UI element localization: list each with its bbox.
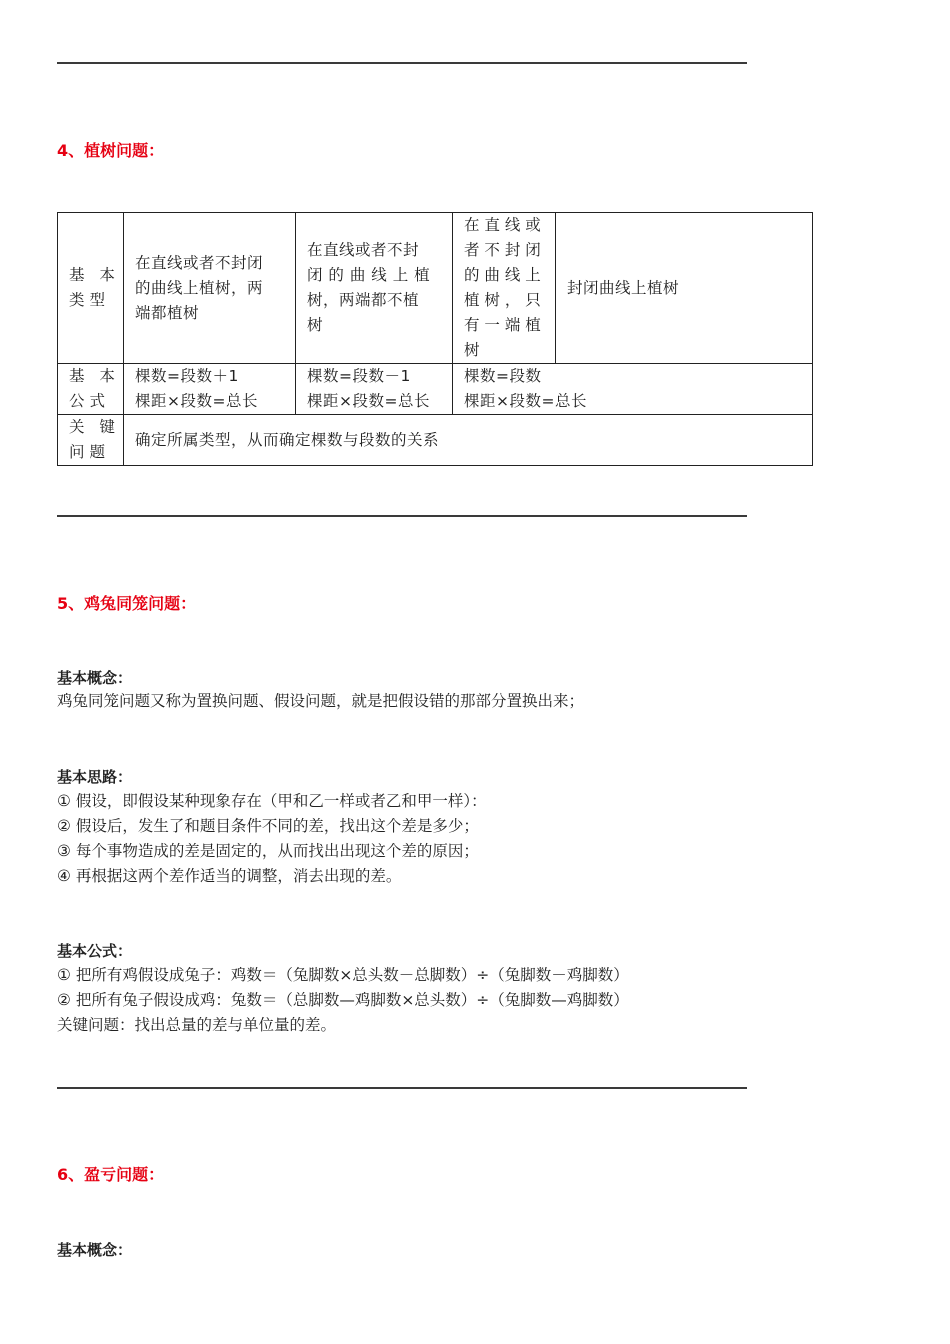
section5-idea-line-2: ② 假设后，发生了和题目条件不同的差，找出这个差是多少； [57,817,479,835]
section5-idea-line-3: ③ 每个事物造成的差是固定的，从而找出出现这个差的原因； [57,842,479,860]
section5-formula-line-2: ② 把所有兔子假设成鸡：兔数＝（总脚数—鸡脚数×总头数）÷（兔脚数—鸡脚数） [57,991,629,1009]
cell-type-closed-curve: 封闭曲线上植树 [556,213,813,364]
table-row-basic-formula [58,364,813,415]
section5-idea-line-4: ④ 再根据这两个差作适当的调整，消去出现的差。 [57,867,402,885]
tree-planting-table [57,212,813,466]
section5-formula-line-1: ① 把所有鸡假设成兔子：鸡数＝（兔脚数×总头数－总脚数）÷（兔脚数－鸡脚数） [57,966,629,984]
section5-key-question: 关键问题：找出总量的差与单位量的差。 [57,1016,337,1034]
table-row-key-question [58,415,813,466]
divider-top [57,62,747,64]
cell-key-question-text: 确定所属类型，从而确定棵数与段数的关系 [124,415,813,466]
section5-concept-text: 鸡兔同笼问题又称为置换问题、假设问题，就是把假设错的那部分置换出来； [57,692,585,710]
section4-heading: 4、植树问题： [57,141,165,160]
cell-type-one-end: 在 直 线 或 者 不 封 闭 的 曲 线 上 植 树 ， 只 有 一 端 植 树 [453,213,556,364]
divider-section5 [57,1087,747,1089]
row-header-basic-formula: 基 本 公式 [58,364,124,415]
section5-idea-label: 基本思路： [57,768,133,786]
section5-heading: 5、鸡兔同笼问题： [57,594,197,613]
cell-type-no-ends: 在直线或者不封 闭 的 曲 线 上 植 树，两端都不植 树 [296,213,453,364]
cell-formula-no-ends: 棵数=段数－1 棵距×段数=总长 [296,364,453,415]
row-header-key-question: 关 键 问题 [58,415,124,466]
divider-section4 [57,515,747,517]
cell-formula-both-ends: 棵数=段数＋1 棵距×段数=总长 [124,364,296,415]
table-row-basic-type [58,213,813,364]
section5-formula-label: 基本公式： [57,942,133,960]
section6-heading: 6、盈亏问题： [57,1165,165,1184]
section5-concept-label: 基本概念： [57,669,133,687]
row-header-basic-type: 基 本 类型 [58,213,124,364]
cell-formula-one-end-closed: 棵数=段数 棵距×段数=总长 [453,364,813,415]
section5-idea-line-1: ① 假设，即假设某种现象存在（甲和乙一样或者乙和甲一样）： [57,792,487,810]
section6-concept-label: 基本概念： [57,1241,133,1259]
cell-type-both-ends: 在直线或者不封闭 的曲线上植树，两 端都植树 [124,213,296,364]
